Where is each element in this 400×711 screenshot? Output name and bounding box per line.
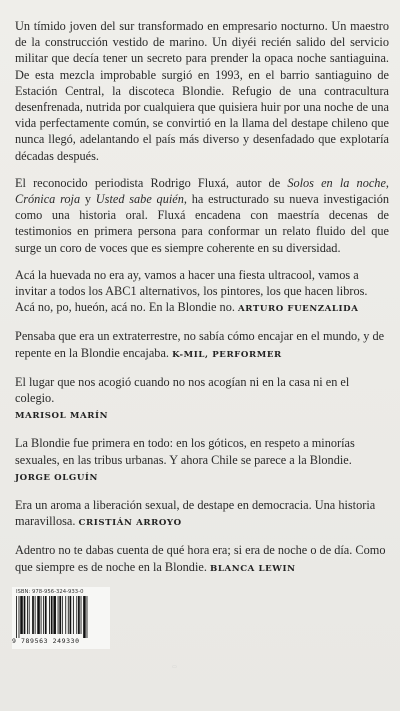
barcode-bar: [81, 596, 82, 634]
testimonial-text: Era un aroma a liberación sexual, de destape en democracia. Una historia maravillosa.: [15, 498, 376, 529]
testimonial-author: BLANCA LEWIN: [209, 563, 296, 574]
synopsis-paragraph-2: [15, 175, 389, 256]
testimonial-text: Acá la huevada no era ay, vamos a hacer una fiesta ultracool, vamos a invitar a todos los ABC1 alternativos, los pintores, los que hacen libros. Acá no, po, hueón, acá no. En la Blondie no.: [15, 267, 368, 315]
barcode-bar: [59, 596, 61, 634]
barcode-bar: [16, 596, 17, 638]
testimonial: [15, 328, 389, 362]
testimonial-text: Adentro no te dabas cuenta de qué hora era; si era de noche o de día. Como que siempre es de noche en la Blondie.: [15, 543, 386, 574]
barcode-bar: [24, 596, 26, 634]
barcode-bar: [49, 596, 50, 634]
barcode-bar: [27, 596, 28, 634]
testimonial: [15, 374, 389, 425]
testimonial-author: MARISOL MARÍN: [15, 411, 109, 422]
barcode-bar: [32, 596, 34, 634]
synopsis-p2-end: , ha estructurado su nueva investigación como una historia oral. Fluxá encadena con maestría decenas de testimonios en primera persona para conformar un relato fluido del que surge un coro de voces que es siempre coherente en su diversidad.: [15, 192, 389, 255]
barcode-bar: [83, 596, 86, 638]
barcode-bar: [45, 596, 47, 634]
barcode-bar: [41, 596, 42, 634]
testimonial: [15, 497, 389, 531]
barcode-bar: [29, 596, 30, 634]
synopsis-paragraph-1: Un tímido joven del sur transformado en empresario nocturno. Un maestro de la construcción vestido de marino. Un diyéi recién salido del servicio militar que decía tener un secreto para prender la opaca noche santiaguina. De esta mezcla improbable surgió en 1993, en el barrio santiaguino de Estación Central, la discoteca Blondie. Refugio de una contracultura desenfrenada, nutrida por cualquiera que quisiera huir por una noche de una vida perfectamente común, se convirtió en la llama del destape chileno que nunca llegó, adelantando el país más diverso y desenfadado que explotaría décadas después.: [15, 19, 389, 163]
testimonial-text: Pensaba que era un extraterrestre, no sabía cómo encajar en el mundo, y de repente en la Blondie encajaba.: [15, 329, 385, 360]
barcode-bar: [87, 596, 88, 638]
testimonial-author: CRISTIÁN ARROYO: [78, 518, 182, 529]
faint-mark: ▭: [172, 664, 177, 670]
testimonial-author: ARTURO FUENZALIDA: [238, 304, 359, 315]
barcode-bar: [78, 596, 80, 634]
synopsis-p2-sep1: ,: [385, 175, 389, 190]
isbn-label: ISBN: 978-956-324-933-0: [16, 589, 84, 595]
barcode-number: 9 789563 249330: [12, 637, 80, 645]
isbn-barcode: [12, 587, 110, 649]
book-title-cronica-roja: Crónica roja: [15, 192, 81, 207]
testimonial-author: JORGE OLGUÍN: [15, 472, 99, 483]
barcode-bar: [76, 596, 77, 634]
testimonial-text: La Blondie fue primera en todo: en los góticos, en respeto a minorías sexuales, en las tribus urbanas. Y ahora Chile se parece a la Blondie.: [15, 436, 355, 467]
synopsis-p2-sep2: y: [80, 192, 96, 207]
testimonial-author: K-MIL, PERFORMER: [172, 349, 282, 360]
barcode-bar: [58, 596, 59, 634]
testimonial: [15, 435, 389, 486]
barcode-icon: [14, 596, 108, 638]
barcode-bar: [20, 596, 23, 634]
barcode-bar: [62, 596, 63, 634]
testimonial: [15, 267, 389, 318]
barcode-bar: [73, 596, 74, 634]
barcode-bar: [53, 596, 56, 634]
barcode-bar: [65, 596, 66, 634]
barcode-bar: [37, 596, 40, 634]
barcode-bar: [51, 596, 53, 634]
barcode-bar: [70, 596, 72, 634]
testimonial-text: El lugar que nos acogió cuando no nos acogían ni en la casa ni en el colegio.: [15, 374, 350, 406]
book-title-solos-en-la-noche: Solos en la noche: [287, 175, 386, 190]
book-title-usted-sabe-quien: Usted sabe quién: [95, 192, 184, 207]
synopsis-p2-start: El reconocido periodista Rodrigo Fluxá, autor de: [15, 175, 288, 190]
barcode-bar: [68, 596, 69, 634]
testimonial: [15, 542, 389, 576]
barcode-bar: [43, 596, 44, 634]
barcode-bar: [19, 596, 20, 638]
barcode-bar: [35, 596, 36, 634]
back-cover-text: [15, 18, 389, 588]
